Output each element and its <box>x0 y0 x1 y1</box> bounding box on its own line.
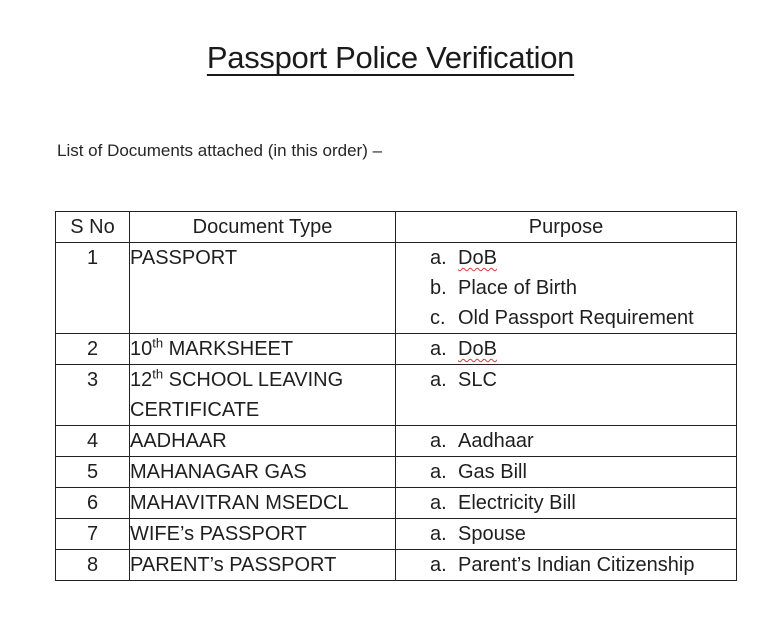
purpose-text: DoB <box>458 247 497 269</box>
list-marker: a. <box>430 492 447 514</box>
header-purpose: Purpose <box>396 212 737 243</box>
purpose-list <box>396 365 736 395</box>
purpose-item <box>430 519 736 549</box>
purpose-list <box>396 488 736 518</box>
purpose-cell <box>396 243 737 334</box>
document-title: Passport Police Verification <box>206 40 575 75</box>
purpose-text: Aadhaar <box>458 430 534 452</box>
header-sno: S No <box>56 212 130 243</box>
sno-cell: 6 <box>56 488 130 519</box>
purpose-cell <box>396 519 737 550</box>
sno-cell: 5 <box>56 457 130 488</box>
table-row <box>56 365 737 426</box>
table-row <box>56 519 737 550</box>
sno-cell: 7 <box>56 519 130 550</box>
doc-label: SCHOOL LEAVING CERTIFICATE <box>130 369 344 421</box>
table-row <box>56 550 737 581</box>
table-row <box>56 426 737 457</box>
purpose-item <box>430 550 736 580</box>
sno-cell: 4 <box>56 426 130 457</box>
purpose-list <box>396 426 736 456</box>
list-marker: a. <box>430 369 447 391</box>
documents-table <box>55 211 737 581</box>
table-row <box>56 457 737 488</box>
purpose-list <box>396 519 736 549</box>
ordinal-suffix: th <box>152 335 164 351</box>
document-type-cell: MAHANAGAR GAS <box>130 457 396 488</box>
purpose-cell <box>396 457 737 488</box>
table-row <box>56 334 737 365</box>
purpose-item <box>430 488 736 518</box>
purpose-text: SLC <box>458 369 497 391</box>
list-marker: a. <box>430 554 447 576</box>
sno-cell: 1 <box>56 243 130 334</box>
purpose-text: Spouse <box>458 523 526 545</box>
purpose-list <box>396 550 736 580</box>
purpose-text: Place of Birth <box>458 277 577 299</box>
list-marker: a. <box>430 338 447 360</box>
purpose-text: DoB <box>458 338 497 360</box>
document-type-cell: WIFE’s PASSPORT <box>130 519 396 550</box>
purpose-cell <box>396 365 737 426</box>
sno-cell: 3 <box>56 365 130 426</box>
document-type-cell: PASSPORT <box>130 243 396 334</box>
list-marker: b. <box>430 277 447 299</box>
list-marker: a. <box>430 461 447 483</box>
purpose-item <box>430 303 736 333</box>
document-type-cell: PARENT’s PASSPORT <box>130 550 396 581</box>
table-row <box>56 243 737 334</box>
document-type-cell <box>130 334 396 365</box>
document-type-cell: AADHAAR <box>130 426 396 457</box>
intro-text: List of Documents attached (in this order) – <box>57 141 383 160</box>
purpose-item <box>430 365 736 395</box>
purpose-cell <box>396 426 737 457</box>
list-marker: a. <box>430 523 447 545</box>
purpose-item <box>430 243 736 273</box>
purpose-cell <box>396 488 737 519</box>
purpose-item <box>430 334 736 364</box>
purpose-list <box>396 457 736 487</box>
sno-cell: 2 <box>56 334 130 365</box>
table-row <box>56 488 737 519</box>
header-document-type: Document Type <box>130 212 396 243</box>
purpose-item <box>430 273 736 303</box>
document-type-cell: MAHAVITRAN MSEDCL <box>130 488 396 519</box>
document-type-cell <box>130 365 396 426</box>
purpose-text: Gas Bill <box>458 461 527 483</box>
doc-label: MARKSHEET <box>163 338 294 360</box>
doc-number: 12 <box>130 369 153 391</box>
purpose-item <box>430 457 736 487</box>
purpose-list <box>396 334 736 364</box>
list-marker: a. <box>430 430 447 452</box>
purpose-item <box>430 426 736 456</box>
list-marker: a. <box>430 247 447 269</box>
table-header-row <box>56 212 737 243</box>
purpose-cell <box>396 550 737 581</box>
purpose-text: Electricity Bill <box>458 492 576 514</box>
list-marker: c. <box>430 307 446 329</box>
purpose-list <box>396 243 736 333</box>
purpose-cell <box>396 334 737 365</box>
doc-number: 10 <box>130 338 153 360</box>
ordinal-suffix: th <box>152 366 164 382</box>
purpose-text: Old Passport Requirement <box>458 307 694 329</box>
purpose-text: Parent’s Indian Citizenship <box>458 554 695 576</box>
sno-cell: 8 <box>56 550 130 581</box>
